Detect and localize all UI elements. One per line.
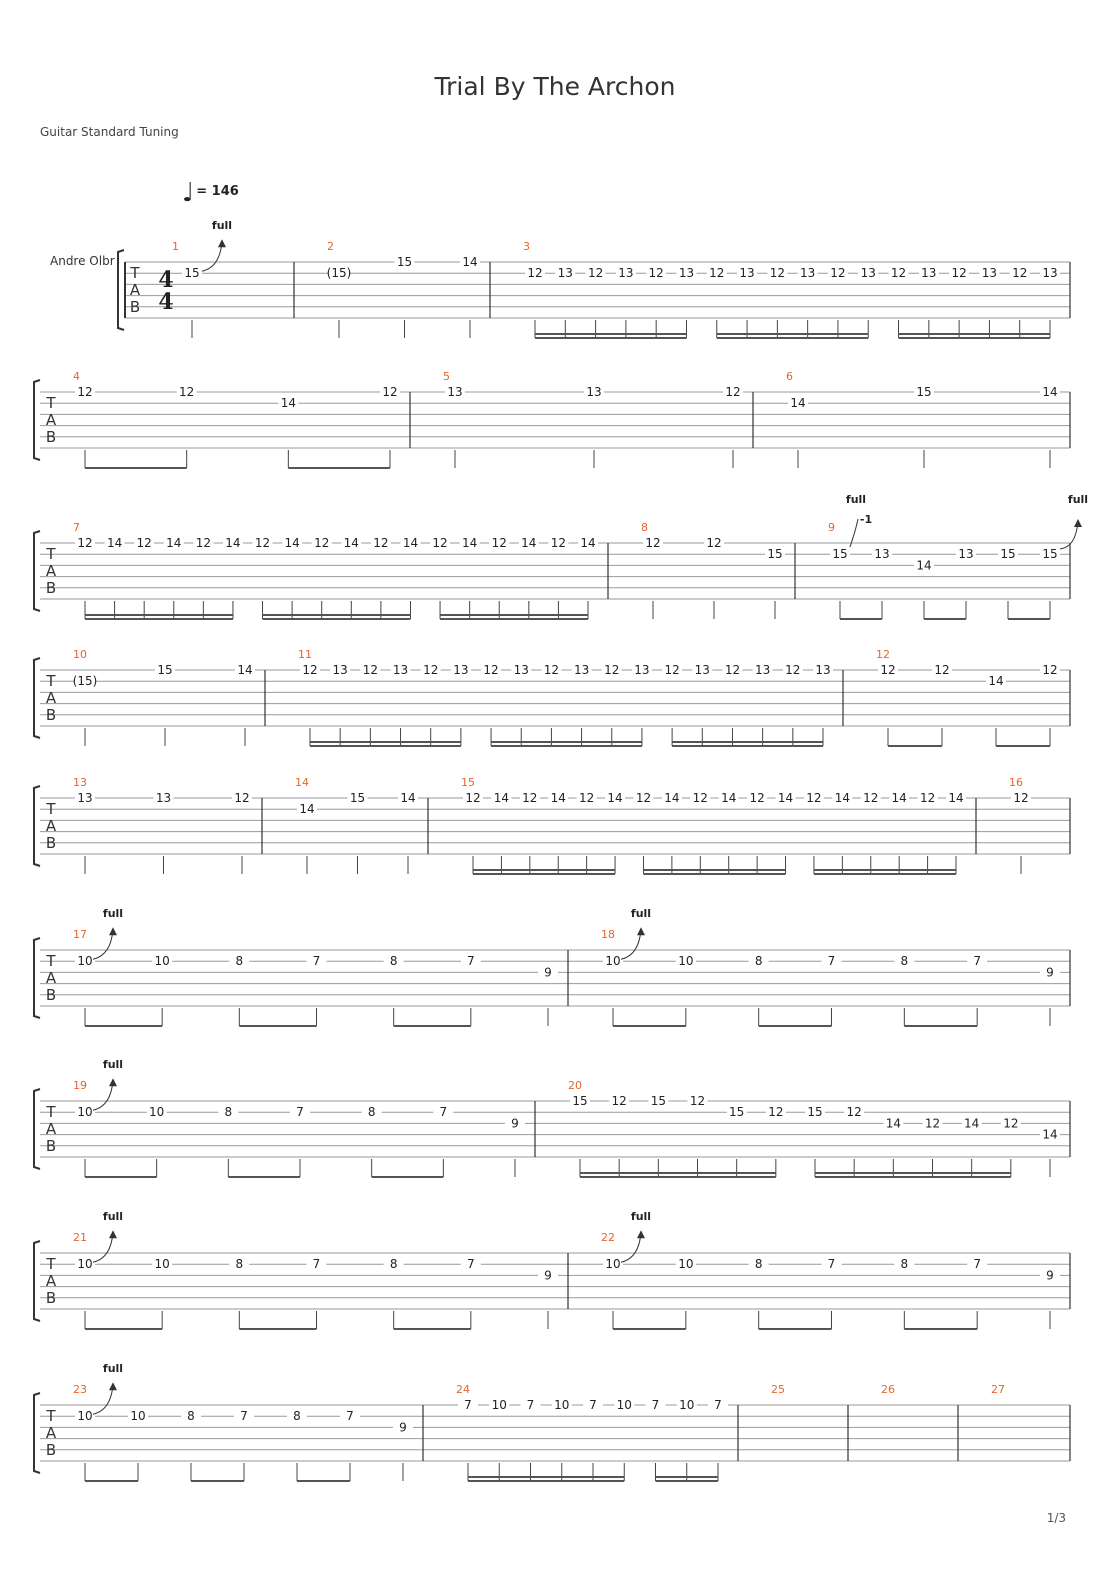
fret-number: 12 [863, 791, 879, 805]
measure-number: 16 [1009, 776, 1023, 789]
system-bracket [34, 531, 40, 611]
measure-number: 27 [991, 1383, 1005, 1396]
fret-number: 12 [934, 663, 950, 677]
fret-number: 12 [527, 266, 543, 281]
fret-number: 9 [544, 1268, 552, 1283]
fret-number: 14 [402, 536, 419, 550]
fret-number: 14 [790, 396, 806, 411]
fret-number: 7 [312, 1257, 321, 1272]
tab-system [34, 1058, 1070, 1177]
fret-number: 7 [240, 1409, 248, 1424]
fret-number: 8 [187, 1409, 195, 1424]
fret-number: 12 [725, 385, 741, 399]
fret-number: 14 [225, 536, 241, 550]
time-signature-bottom: 4 [158, 289, 174, 315]
fret-number: 8 [293, 1409, 301, 1424]
fret-number: 12 [706, 536, 722, 550]
fret-number: 14 [237, 663, 253, 677]
fret-number: 14 [664, 791, 680, 805]
fret-number: 14 [106, 536, 123, 550]
fret-number: 13 [755, 663, 771, 677]
fret-number: 14 [988, 674, 1004, 689]
fret-number: 7 [973, 1257, 981, 1272]
fret-number: 13 [557, 266, 573, 281]
page-number: 1/3 [1046, 1511, 1066, 1525]
fret-number: 12 [645, 536, 661, 550]
fret-number: 12 [1003, 1116, 1019, 1131]
fret-number: 12 [550, 536, 567, 550]
system-bracket [34, 1089, 40, 1169]
bend-label: full [102, 1058, 124, 1072]
fret-number: 13 [860, 266, 876, 281]
tab-clef-letter: A [45, 817, 57, 835]
tab-clef-letter: T [46, 394, 56, 412]
fret-number: 13 [800, 266, 816, 281]
tab-system [34, 648, 1070, 746]
fret-number: (15) [72, 674, 98, 689]
score-title: Trial By The Archon [434, 72, 676, 101]
fret-number: 7 [467, 1257, 475, 1272]
tab-clef-letter: A [45, 562, 57, 580]
tab-clef-letter: T [46, 545, 56, 563]
fret-number: 15 [396, 255, 413, 269]
fret-number: 15 [916, 385, 932, 399]
measure-number: 24 [456, 1383, 470, 1396]
fret-number: 12 [709, 266, 725, 281]
fret-number: 12 [951, 266, 967, 281]
fret-number: 13 [634, 663, 650, 677]
fret-number: 9 [511, 1116, 519, 1131]
time-signature-top: 4 [158, 267, 174, 293]
fret-number: 15 [572, 1094, 588, 1108]
fret-number: 12 [432, 536, 448, 550]
measure-number: 13 [73, 776, 87, 789]
bend-arrow-icon [637, 927, 645, 935]
bend-arrow-icon [109, 1230, 117, 1238]
measure-number: 22 [601, 1231, 615, 1244]
fret-number: 12 [543, 663, 560, 677]
fret-number: 7 [464, 1398, 472, 1412]
tab-clef-letter: B [45, 428, 57, 446]
fret-number: 12 [689, 1094, 706, 1108]
quarter-note-icon: ♩ [182, 178, 195, 208]
track-name: Andre Olbr [50, 254, 115, 268]
fret-number: 12 [692, 791, 708, 805]
fret-number: 14 [462, 255, 478, 269]
fret-number: 7 [467, 954, 475, 969]
fret-number: 10 [77, 954, 93, 969]
fret-number: 7 [526, 1398, 535, 1412]
fret-number: 12 [611, 1094, 627, 1108]
fret-number: 8 [389, 1257, 398, 1272]
fret-number: 12 [587, 266, 604, 281]
fret-number: 12 [648, 266, 664, 281]
fret-number: 12 [179, 385, 195, 399]
fret-number: 14 [891, 791, 907, 805]
tab-clef-letter: B [45, 1289, 57, 1307]
fret-number: 12 [604, 663, 620, 677]
measure-number: 12 [876, 648, 890, 661]
measure-number: 14 [295, 776, 309, 789]
measure-number: 2 [327, 240, 334, 253]
tab-clef-letter: A [45, 689, 57, 707]
bend-label: full [102, 907, 124, 921]
fret-number: 13 [815, 663, 831, 677]
fret-number: 13 [332, 663, 348, 677]
fret-number: 12 [880, 663, 896, 677]
fret-number: 12 [769, 266, 785, 281]
fret-number: 10 [678, 1257, 694, 1272]
tab-clef-letter: B [129, 298, 141, 316]
fret-number: 7 [296, 1105, 304, 1120]
measure-number: 9 [828, 521, 835, 534]
fret-number: 7 [827, 1257, 836, 1272]
fret-number: 14 [284, 536, 300, 550]
fret-number: 12 [314, 536, 330, 550]
measure-number: 25 [771, 1383, 785, 1396]
tuning-label: Guitar Standard Tuning [40, 125, 179, 139]
measure-number: 6 [786, 370, 793, 383]
fret-number: 13 [694, 663, 710, 677]
fret-number: 14 [948, 791, 964, 805]
fret-number: 12 [579, 791, 595, 805]
fret-number: 12 [491, 536, 507, 550]
bend-label: full [102, 1210, 124, 1224]
fret-number: 15 [157, 663, 173, 677]
fret-number: 10 [77, 1409, 93, 1424]
fret-number: 14 [916, 558, 932, 573]
fret-number: 8 [367, 1105, 376, 1120]
fret-number: 10 [605, 1257, 621, 1272]
fret-number: 14 [777, 791, 794, 805]
fret-number: 10 [154, 1257, 170, 1272]
fret-number: 13 [586, 385, 602, 399]
fret-number: 10 [616, 1398, 632, 1412]
fret-number: 12 [768, 1105, 784, 1120]
fret-number: 12 [1012, 266, 1028, 281]
tab-clef-letter: B [45, 579, 57, 597]
tab-clef-letter: T [46, 800, 56, 818]
tab-system [34, 493, 1088, 619]
measure-number: 5 [443, 370, 450, 383]
fret-number: 14 [834, 791, 850, 805]
measure-number: 7 [73, 521, 80, 534]
fret-number: (15) [326, 266, 352, 281]
tab-clef-letter: T [130, 264, 140, 282]
bend-label: full [211, 219, 233, 233]
system-bracket [34, 938, 40, 1018]
fret-number: 12 [234, 791, 250, 805]
fret-number: 10 [605, 954, 621, 969]
fret-number: 13 [453, 663, 469, 677]
fret-number: 14 [280, 396, 296, 411]
fret-number: 15 [650, 1094, 666, 1108]
fret-number: 12 [373, 536, 389, 550]
bend-arrow-icon [218, 239, 226, 247]
fret-number: 14 [462, 536, 478, 550]
fret-number: 12 [724, 663, 741, 677]
bend-arrow-icon [109, 1382, 117, 1390]
fret-number: 12 [806, 791, 822, 805]
fret-number: 13 [921, 266, 937, 281]
tab-system [34, 1210, 1070, 1329]
system-bracket [34, 1241, 40, 1321]
fret-number: 14 [607, 791, 623, 805]
system-bracket [34, 380, 40, 460]
bend-arrow-icon [1074, 519, 1082, 527]
fret-number: 12 [423, 663, 439, 677]
tab-system [34, 776, 1070, 874]
measure-number: 18 [601, 928, 615, 941]
fret-number: 12 [77, 536, 93, 550]
system-bracket [34, 658, 40, 738]
tab-system [118, 219, 1070, 338]
fret-number: 12 [302, 663, 318, 677]
fret-number: 15 [184, 266, 200, 281]
fret-number: 12 [1042, 663, 1058, 677]
fret-number: 14 [721, 791, 737, 805]
bend-label: full [845, 493, 867, 506]
fret-number: 7 [312, 954, 321, 969]
fret-number: 13 [573, 663, 590, 677]
fret-number: 12 [785, 663, 801, 677]
fret-number: 10 [149, 1105, 165, 1120]
measure-number: 20 [568, 1079, 582, 1092]
fret-number: 7 [714, 1398, 722, 1412]
fret-number: 10 [491, 1398, 507, 1412]
tab-clef-letter: T [46, 1255, 56, 1273]
tab-clef-letter: A [129, 281, 141, 299]
fret-number: 14 [493, 791, 510, 805]
bend-arrow-icon [109, 1078, 117, 1086]
fret-number: 12 [890, 266, 907, 281]
tab-clef-letter: A [45, 1120, 57, 1138]
tab-clef-letter: T [46, 672, 56, 690]
tab-clef-letter: T [46, 1407, 56, 1425]
bend-label: full [102, 1362, 124, 1376]
fret-number: 13 [447, 385, 463, 399]
fret-number: 14 [400, 791, 416, 805]
fret-number: 14 [964, 1116, 980, 1131]
fret-number: 8 [900, 1257, 909, 1272]
measure-number: 4 [73, 370, 80, 383]
fret-number: 9 [399, 1420, 407, 1435]
tab-clef-letter: T [46, 1103, 56, 1121]
bend-arrow-icon [109, 927, 117, 935]
tab-clef-letter: A [45, 1424, 57, 1442]
tab-system [34, 1362, 1070, 1481]
fret-number: 12 [830, 266, 846, 281]
fret-number: 13 [678, 266, 695, 281]
fret-number: 15 [1000, 547, 1016, 562]
fret-number: 13 [513, 663, 529, 677]
fret-number: 13 [1042, 266, 1058, 281]
fret-number: 13 [392, 663, 409, 677]
measure-number: 19 [73, 1079, 87, 1092]
tab-clef-letter: B [45, 1441, 57, 1459]
tempo-value: = 146 [196, 184, 239, 199]
fret-number: 13 [981, 266, 998, 281]
fret-number: 14 [550, 791, 566, 805]
fret-number: 8 [235, 1257, 244, 1272]
system-bracket [118, 250, 124, 330]
fret-number: 13 [155, 791, 172, 805]
fret-number: 7 [973, 954, 981, 969]
tab-clef-letter: B [45, 986, 57, 1004]
fret-number: 12 [254, 536, 271, 550]
tab-clef-letter: B [45, 834, 57, 852]
fret-number: 12 [382, 385, 398, 399]
fret-number: 13 [739, 266, 755, 281]
tab-system [34, 907, 1070, 1026]
measure-number: 15 [461, 776, 475, 789]
fret-number: 14 [885, 1116, 901, 1131]
fret-number: 10 [554, 1398, 570, 1412]
fret-number: 15 [1042, 547, 1058, 562]
tab-clef-letter: A [45, 411, 57, 429]
fret-number: 10 [130, 1409, 146, 1424]
fret-number: 9 [544, 965, 552, 980]
fret-number: 13 [958, 547, 974, 562]
fret-number: 15 [729, 1105, 745, 1120]
measure-number: 8 [641, 521, 648, 534]
fret-number: 13 [874, 547, 890, 562]
fret-number: 12 [749, 791, 765, 805]
bend-label: full [1067, 493, 1089, 506]
fret-number: 13 [77, 791, 93, 805]
fret-number: 14 [166, 536, 182, 550]
fret-number: 12 [664, 663, 680, 677]
fret-number: 15 [832, 547, 848, 562]
measure-number: 23 [73, 1383, 87, 1396]
fret-number: 14 [299, 802, 315, 817]
fret-number: 8 [389, 954, 398, 969]
fret-number: 7 [589, 1398, 597, 1412]
fret-number: 7 [346, 1409, 354, 1424]
fret-number: 15 [807, 1105, 823, 1120]
fret-number: 12 [465, 791, 481, 805]
fret-number: 12 [1013, 791, 1029, 805]
fret-number: 12 [846, 1105, 862, 1120]
fret-number: 12 [136, 536, 152, 550]
fret-number: 10 [678, 954, 694, 969]
fret-number: 15 [767, 547, 783, 562]
bend-label: full [630, 1210, 652, 1224]
fret-number: 8 [900, 954, 909, 969]
bend-release-label: -1 [859, 513, 873, 526]
measure-number: 17 [73, 928, 87, 941]
tab-clef-letter: B [45, 1137, 57, 1155]
fret-number: 14 [521, 536, 537, 550]
measure-number: 26 [881, 1383, 895, 1396]
tab-system [34, 370, 1070, 468]
tab-clef-letter: T [46, 952, 56, 970]
fret-number: 12 [77, 385, 93, 399]
fret-number: 12 [919, 791, 936, 805]
fret-number: 10 [77, 1257, 93, 1272]
measure-number: 10 [73, 648, 87, 661]
fret-number: 7 [827, 954, 836, 969]
fret-number: 14 [580, 536, 596, 550]
fret-number: 10 [154, 954, 170, 969]
fret-number: 12 [924, 1116, 941, 1131]
system-bracket [34, 1393, 40, 1473]
fret-number: 14 [1042, 1127, 1058, 1142]
fret-number: 7 [651, 1398, 660, 1412]
fret-number: 10 [679, 1398, 695, 1412]
measure-number: 3 [523, 240, 530, 253]
tab-clef-letter: A [45, 969, 57, 987]
fret-number: 8 [754, 954, 763, 969]
fret-number: 8 [224, 1105, 233, 1120]
fret-number: 12 [522, 791, 538, 805]
fret-number: 12 [483, 663, 499, 677]
system-bracket [34, 786, 40, 866]
fret-number: 14 [343, 536, 359, 550]
fret-number: 15 [349, 791, 366, 805]
fret-number: 12 [195, 536, 211, 550]
fret-number: 9 [1046, 1268, 1054, 1283]
measure-number: 21 [73, 1231, 87, 1244]
tab-clef-letter: B [45, 706, 57, 724]
bend-label: full [630, 907, 652, 921]
fret-number: 12 [362, 663, 378, 677]
measure-number: 11 [298, 648, 312, 661]
fret-number: 9 [1046, 965, 1054, 980]
fret-number: 7 [439, 1105, 448, 1120]
measure-number: 1 [172, 240, 179, 253]
fret-number: 13 [618, 266, 634, 281]
fret-number: 8 [754, 1257, 763, 1272]
fret-number: 12 [635, 791, 652, 805]
tab-clef-letter: A [45, 1272, 57, 1290]
bend-arrow-icon [637, 1230, 645, 1238]
fret-number: 8 [235, 954, 244, 969]
fret-number: 10 [77, 1105, 93, 1120]
fret-number: 14 [1042, 385, 1058, 399]
